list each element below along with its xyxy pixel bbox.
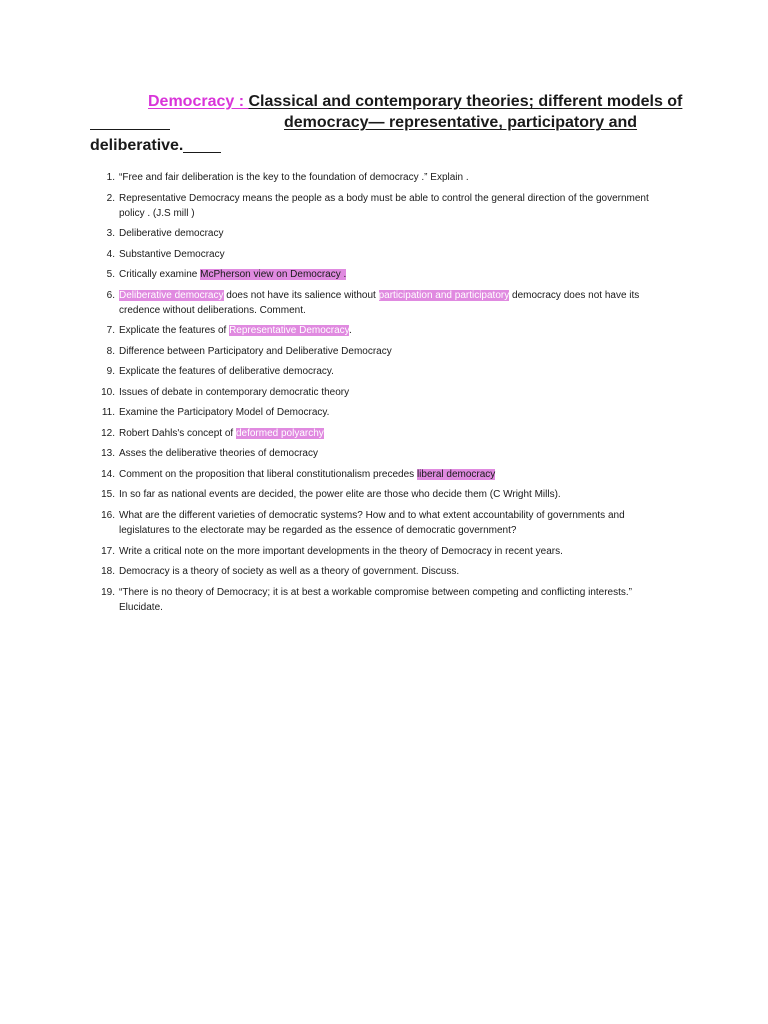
question-number: 17. xyxy=(101,545,115,557)
document-heading xyxy=(0,0,768,160)
question-item xyxy=(90,385,670,400)
question-item xyxy=(90,364,670,379)
question-number: 4. xyxy=(106,248,115,260)
text-run: Representative Democracy means the people as a body must be able to control the general direction of the government policy . (J.S mill ) xyxy=(119,192,649,219)
question-item xyxy=(90,467,670,482)
question-text xyxy=(119,546,563,557)
heading-line-2 xyxy=(284,113,637,133)
text-run: “There is no theory of Democracy; it is at best a workable compromise between competing and conflicting interests.” Elucidate. xyxy=(119,586,633,613)
question-number: 9. xyxy=(106,366,115,378)
question-item xyxy=(90,564,670,579)
question-number: 3. xyxy=(106,228,115,240)
heading-line-1 xyxy=(148,92,682,112)
question-text xyxy=(119,469,495,480)
heading-topic: Democracy : xyxy=(148,93,249,110)
question-number: 5. xyxy=(106,269,115,281)
question-number: 14. xyxy=(101,468,115,480)
question-list xyxy=(90,170,670,620)
highlighted-phrase: participation and participatory xyxy=(378,289,510,301)
question-item xyxy=(90,344,670,359)
question-item xyxy=(90,544,670,559)
highlighted-phrase: McPherson view on Democracy . xyxy=(200,269,347,281)
question-text xyxy=(119,489,561,500)
highlighted-phrase: deformed polyarchy xyxy=(235,427,324,439)
question-number: 6. xyxy=(106,289,115,301)
blank-underline xyxy=(90,129,170,130)
text-run: Explicate the features of deliberative democracy. xyxy=(119,366,334,378)
question-number: 13. xyxy=(101,448,115,460)
question-number: 10. xyxy=(101,386,115,398)
question-text xyxy=(119,249,225,260)
question-text xyxy=(119,407,329,418)
text-run: In so far as national events are decided, the power elite are those who decide them (C Wright Mills). xyxy=(119,489,561,501)
question-item xyxy=(90,405,670,420)
question-item xyxy=(90,288,670,318)
question-text xyxy=(119,387,349,398)
highlighted-phrase: liberal democracy xyxy=(416,468,496,480)
question-item xyxy=(90,226,670,241)
text-run: Asses the deliberative theories of democracy xyxy=(119,448,318,460)
heading-end: deliberative. xyxy=(90,137,184,154)
question-text xyxy=(119,269,346,280)
question-item xyxy=(90,487,670,502)
text-run: Examine the Participatory Model of Democracy. xyxy=(119,407,330,419)
question-item xyxy=(90,247,670,262)
question-item xyxy=(90,323,670,338)
text-run: Explicate the features of xyxy=(119,325,230,337)
text-run: Deliberative democracy xyxy=(119,228,224,240)
highlighted-phrase: Deliberative democracy xyxy=(119,289,224,301)
text-run: . xyxy=(348,325,352,337)
question-item xyxy=(90,267,670,282)
question-item xyxy=(90,585,670,615)
question-text xyxy=(119,172,469,183)
blank-underline xyxy=(183,152,221,153)
question-number: 12. xyxy=(101,427,115,439)
question-text xyxy=(119,325,352,336)
text-run: democracy does not have its credence without deliberations. Comment. xyxy=(119,289,640,316)
text-run: What are the different varieties of democratic systems? How and to what extent accountability of governments and legislatures to the electorate may be regarded as the essence of democratic government? xyxy=(119,509,625,537)
text-run: “Free and fair deliberation is the key to the foundation of democracy .” Explain . xyxy=(119,172,469,183)
question-text xyxy=(119,587,632,613)
heading-models: democracy— representative, participatory and xyxy=(284,114,638,131)
question-item xyxy=(90,426,670,441)
text-run: Robert Dahls's concept of xyxy=(119,427,236,439)
question-text xyxy=(119,346,392,357)
question-number: 1. xyxy=(106,172,115,183)
heading-line-3 xyxy=(90,136,183,156)
question-text xyxy=(119,290,639,316)
question-text xyxy=(119,193,649,219)
question-number: 8. xyxy=(106,345,115,357)
question-item xyxy=(90,191,670,221)
question-text xyxy=(119,566,459,577)
question-item xyxy=(90,170,670,185)
text-run: Write a critical note on the more important developments in the theory of Democracy in recent years. xyxy=(119,545,563,557)
text-run: Critically examine xyxy=(119,269,201,281)
question-number: 16. xyxy=(101,509,115,521)
text-run: Difference between Participatory and Deliberative Democracy xyxy=(119,345,392,357)
highlighted-phrase: Representative Democracy xyxy=(229,325,349,337)
text-run: Substantive Democracy xyxy=(119,248,225,260)
question-number: 11. xyxy=(101,407,115,419)
question-text xyxy=(119,510,625,536)
text-run: does not have its salience without xyxy=(223,289,379,301)
question-text xyxy=(119,366,334,377)
question-number: 18. xyxy=(101,566,115,578)
text-run: Comment on the proposition that liberal constitutionalism precedes xyxy=(119,468,417,480)
question-number: 2. xyxy=(106,192,115,204)
heading-subtitle: Classical and contemporary theories; different models of xyxy=(248,93,683,110)
text-run: Democracy is a theory of society as well as a theory of government. Discuss. xyxy=(119,566,460,578)
question-text xyxy=(119,448,318,459)
question-item xyxy=(90,446,670,461)
question-number: 19. xyxy=(101,586,115,598)
text-run: Issues of debate in contemporary democratic theory xyxy=(119,386,350,398)
question-number: 7. xyxy=(106,325,115,337)
question-number: 15. xyxy=(101,489,115,501)
question-text xyxy=(119,228,224,239)
question-text xyxy=(119,428,324,439)
question-item xyxy=(90,508,670,538)
